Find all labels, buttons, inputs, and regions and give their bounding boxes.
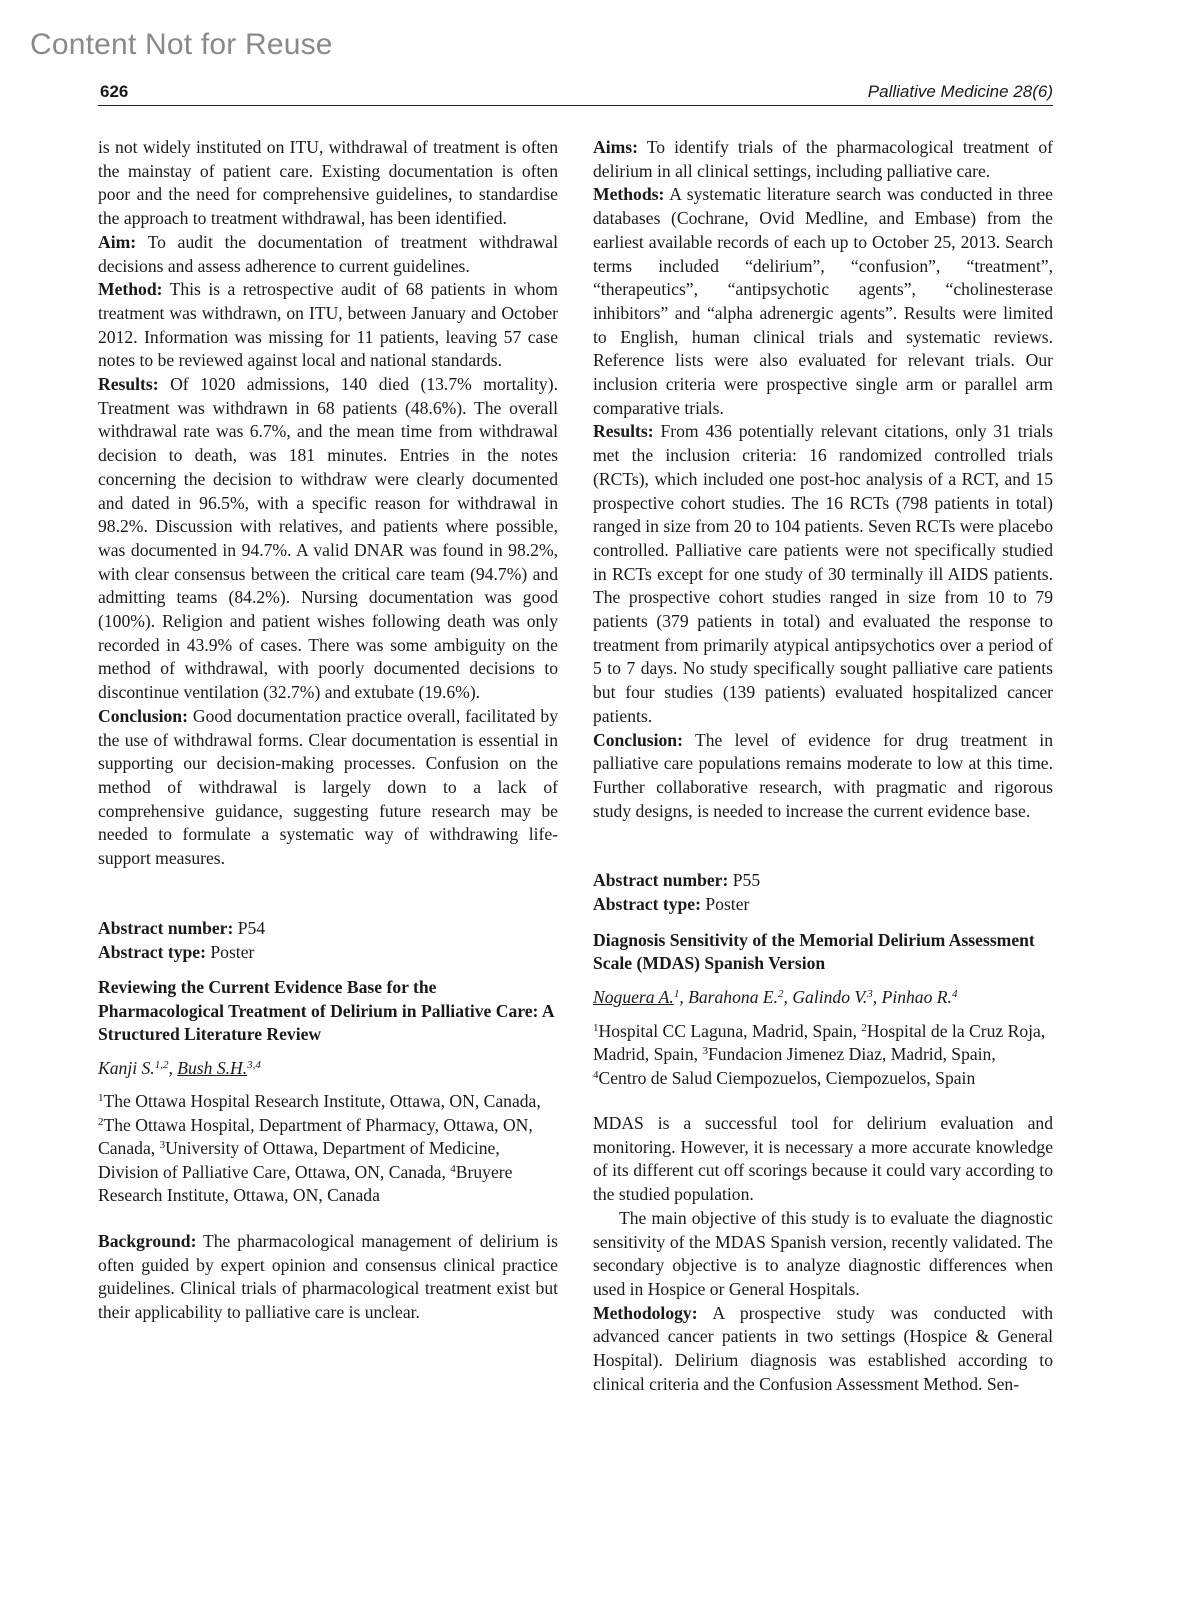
abstract-type <box>593 893 1053 917</box>
author-sup: 2 <box>778 987 784 1000</box>
objective-paragraph: The main objective of this study is to evaluate the diagnostic sensitivity of the MDAS Spanish version, recently validated. The secondary objective is to analyze diagnostic differences when used in Hospice or General Hospitals. <box>593 1207 1053 1299</box>
conclusion-label: Conclusion: <box>98 705 188 726</box>
aim-paragraph <box>98 231 558 278</box>
running-head <box>98 82 1053 106</box>
affiliation-sup: 2 <box>861 1021 867 1034</box>
presenting-author-name: Bush S.H. <box>177 1057 248 1078</box>
author-name: Barahona E. <box>688 986 779 1007</box>
journal-title: Palliative Medicine 28(6) <box>867 82 1053 101</box>
background-label: Background: <box>98 1230 197 1251</box>
author-name: Pinhao R. <box>881 986 952 1007</box>
results-label: Results: <box>98 374 159 395</box>
methods-paragraph <box>593 183 1053 420</box>
author-separator: , <box>783 986 793 1007</box>
abstract-type-label: Abstract type: <box>593 894 701 915</box>
abstract-type-value: Poster <box>700 894 750 915</box>
methodology-label: Methodology: <box>593 1302 698 1323</box>
affiliation-text: The Ottawa Hospital Research Institute, Ottawa, ON, Canada, <box>103 1091 541 1112</box>
abstract-type <box>98 941 558 965</box>
right-column <box>593 136 1053 1396</box>
conclusion-label: Conclusion: <box>593 729 683 750</box>
continued-text: is not widely instituted on ITU, withdrawal of treatment is often the mainstay of patient care. Existing documentation is often poor and the need for comprehensive guidelines, to standardise the approach to treatment withdrawal, has been identified. <box>98 137 558 229</box>
author-separator: , <box>679 986 689 1007</box>
author-sup: 3,4 <box>247 1058 261 1071</box>
affiliation-text: The Ottawa Hospital, Department of Pharmacy, Ottawa, ON, Canada, <box>98 1114 533 1159</box>
author-sup: 1,2 <box>154 1058 169 1071</box>
methods-text: A systematic literature search was conducted in three databases (Cochrane, Ovid Medline, and Embase) from the earliest available records of each up to October 25, 2013. Search terms included “delirium”, “confusion”, “treatment”, “therapeutics”, “antipsychotic agents”, “cholinesterase inhibitors” and “alpha adrenergic agents”. Results were limited to English, human clinical trials and systematic reviews. Reference lists were also evaluated for relevant trials. Our inclusion criteria were prospective single arm or parallel arm comparative trials. <box>593 184 1053 418</box>
affiliations <box>593 1020 1053 1091</box>
conclusion-paragraph <box>98 705 558 871</box>
author-separator: , <box>872 986 882 1007</box>
author-list <box>593 986 1053 1010</box>
abstract-number-label: Abstract number: <box>98 917 234 938</box>
affiliation-sup: 4 <box>593 1068 599 1081</box>
affiliation-text: Centro de Salud Ciempozuelos, Ciempozuelos, Spain <box>598 1067 976 1088</box>
methods-label: Methods: <box>593 184 665 205</box>
results-paragraph <box>98 373 558 705</box>
page-number: 626 <box>100 82 129 101</box>
abstract-number-value: P55 <box>728 870 761 891</box>
conclusion-paragraph <box>593 729 1053 824</box>
abstract-p55 <box>593 869 1053 1396</box>
affiliation-sup: 1 <box>593 1021 599 1034</box>
author-list <box>98 1057 558 1081</box>
abstract-p54 <box>98 917 558 1325</box>
affiliation-text: Fundacion Jimenez Diaz, Madrid, Spain, <box>707 1044 996 1064</box>
author-sup: 4 <box>951 987 958 1000</box>
results-paragraph <box>593 420 1053 728</box>
abstract-number <box>593 869 1053 893</box>
abstract-number <box>98 917 558 941</box>
affiliation-sup: 1 <box>98 1092 104 1105</box>
affiliation-sup: 3 <box>159 1139 166 1152</box>
conclusion-text: Good documentation practice overall, facilitated by the use of withdrawal forms. Clear documentation is essential in supporting our decision-making processes. Confusion on the method of withdrawal is largely down to a lack of comprehensive guidance, suggesting future research may be needed to formulate a systematic way of withdrawing life-support measures. <box>98 705 558 869</box>
affiliation-sup: 4 <box>450 1162 456 1175</box>
affiliation-text: Hospital de la Cruz Roja, Madrid, Spain, <box>593 1020 1046 1064</box>
results-text: From 436 potentially relevant citations, only 31 trials met the inclusion criteria: 16 randomized controlled trials (RCTs), which included one post-hoc analysis of a RCT, and 15 prospective cohort studies. The 16 RCTs (798 patients in total) ranged in size from 20 to 104 patients. Seven RCTs were placebo controlled. Palliative care patients were not specifically studied in RCTs except for one study of 30 terminally ill AIDS patients. The prospective cohort studies ranged in size from 10 to 79 patients (379 patients in total) and evaluated the response to treatment from primarily atypical antipsychotics over a period of 5 to 7 days. No study specifically sought palliative care patients but four studies (139 patients) evaluated hospitalized cancer patients. <box>593 421 1053 726</box>
conclusion-text: The level of evidence for drug treatment in palliative care populations remains moderate to low at this time. Further collaborative research, with pragmatic and rigorous study designs, is needed to increase the current evidence base. <box>593 729 1053 821</box>
results-label: Results: <box>593 421 654 442</box>
abstract-title: Reviewing the Current Evidence Base for the Pharmacological Treatment of Delirium in Palliative Care: A Structured Literature Review <box>98 977 554 1045</box>
aims-paragraph <box>593 136 1053 183</box>
presenting-author-name: Noguera A. <box>593 986 674 1007</box>
methodology-text: A prospective study was conducted with advanced cancer patients in two settings (Hospice & General Hospital). Delirium diagnosis was established according to clinical criteria and the Confusion Assessment Method. Sen- <box>593 1302 1053 1394</box>
affiliation-text: Bruyere Research Institute, Ottawa, ON, Canada <box>98 1161 513 1206</box>
results-text: Of 1020 admissions, 140 died (13.7% mortality). Treatment was withdrawn in 68 patients (48.6%). The overall withdrawal rate was 6.7%, and the mean time from withdrawal decision to death, was 181 minutes. Entries in the notes concerning the decision to withdraw were clearly documented and dated in 96.5%, with a specific reason for withdrawal in 98.2%. Discussion with relatives, and patients where possible, was documented in 94.7%. A valid DNAR was found in 98.2%, with clear consensus between the critical care team (94.7%) and admitting teams (84.2%). Nursing documentation was good (100%). Religion and patient wishes following death was only recorded in 43.9% of cases. There was some ambiguity on the method of withdrawal, with poorly documented decisions to discontinue ventilation (32.7%) and extubate (19.6%). <box>98 374 558 703</box>
author-sup: 3 <box>867 987 873 1000</box>
affiliation-text: University of Ottawa, Department of Medicine, Division of Palliative Care, Ottawa, ON, Canada, <box>98 1138 500 1182</box>
abstract-type-value: Poster <box>205 941 255 962</box>
method-label: Method: <box>98 279 163 300</box>
aim-text: To audit the documentation of treatment withdrawal decisions and assess adherence to current guidelines. <box>98 231 558 276</box>
method-text: This is a retrospective audit of 68 patients in whom treatment was withdrawn, on ITU, between January and October 2012. Information was missing for 11 patients, leaving 57 case notes to be reviewed against local and national standards. <box>98 279 558 371</box>
header-rule <box>98 105 1053 106</box>
left-column <box>98 136 558 1325</box>
abstract-number-value: P54 <box>233 917 266 938</box>
abstract-title: Diagnosis Sensitivity of the Memorial Delirium Assessment Scale (MDAS) Spanish Version <box>593 929 1035 974</box>
author-name: Kanji S. <box>98 1057 155 1078</box>
author-name: Galindo V. <box>792 986 868 1007</box>
author-separator: , <box>168 1057 178 1078</box>
methodology-paragraph <box>593 1302 1053 1397</box>
affiliations <box>98 1090 558 1208</box>
affiliation-sup: 3 <box>702 1045 708 1057</box>
background-paragraph <box>98 1230 558 1325</box>
abstract-type-label: Abstract type: <box>98 941 206 962</box>
watermark: Content Not for Reuse <box>30 28 333 61</box>
author-sup: 1 <box>673 987 680 1000</box>
background-text: The pharmacological management of delirium is often guided by expert opinion and consensus clinical practice guidelines. Clinical trials of pharmacological treatment exist but their applicability to palliative care is unclear. <box>98 1230 558 1323</box>
aim-label: Aim: <box>98 231 137 252</box>
aims-label: Aims: <box>593 137 638 157</box>
abstract-number-label: Abstract number: <box>593 870 729 891</box>
affiliation-sup: 2 <box>98 1115 104 1128</box>
affiliation-text: Hospital CC Laguna, Madrid, Spain, <box>598 1020 862 1041</box>
aims-text: To identify trials of the pharmacological treatment of delirium in all clinical settings, including palliative care. <box>593 137 1053 181</box>
method-paragraph <box>98 278 558 373</box>
intro-paragraph: MDAS is a successful tool for delirium evaluation and monitoring. However, it is necessary a more accurate knowledge of its different cut off scorings because it could vary according to the studied population. <box>593 1113 1053 1205</box>
